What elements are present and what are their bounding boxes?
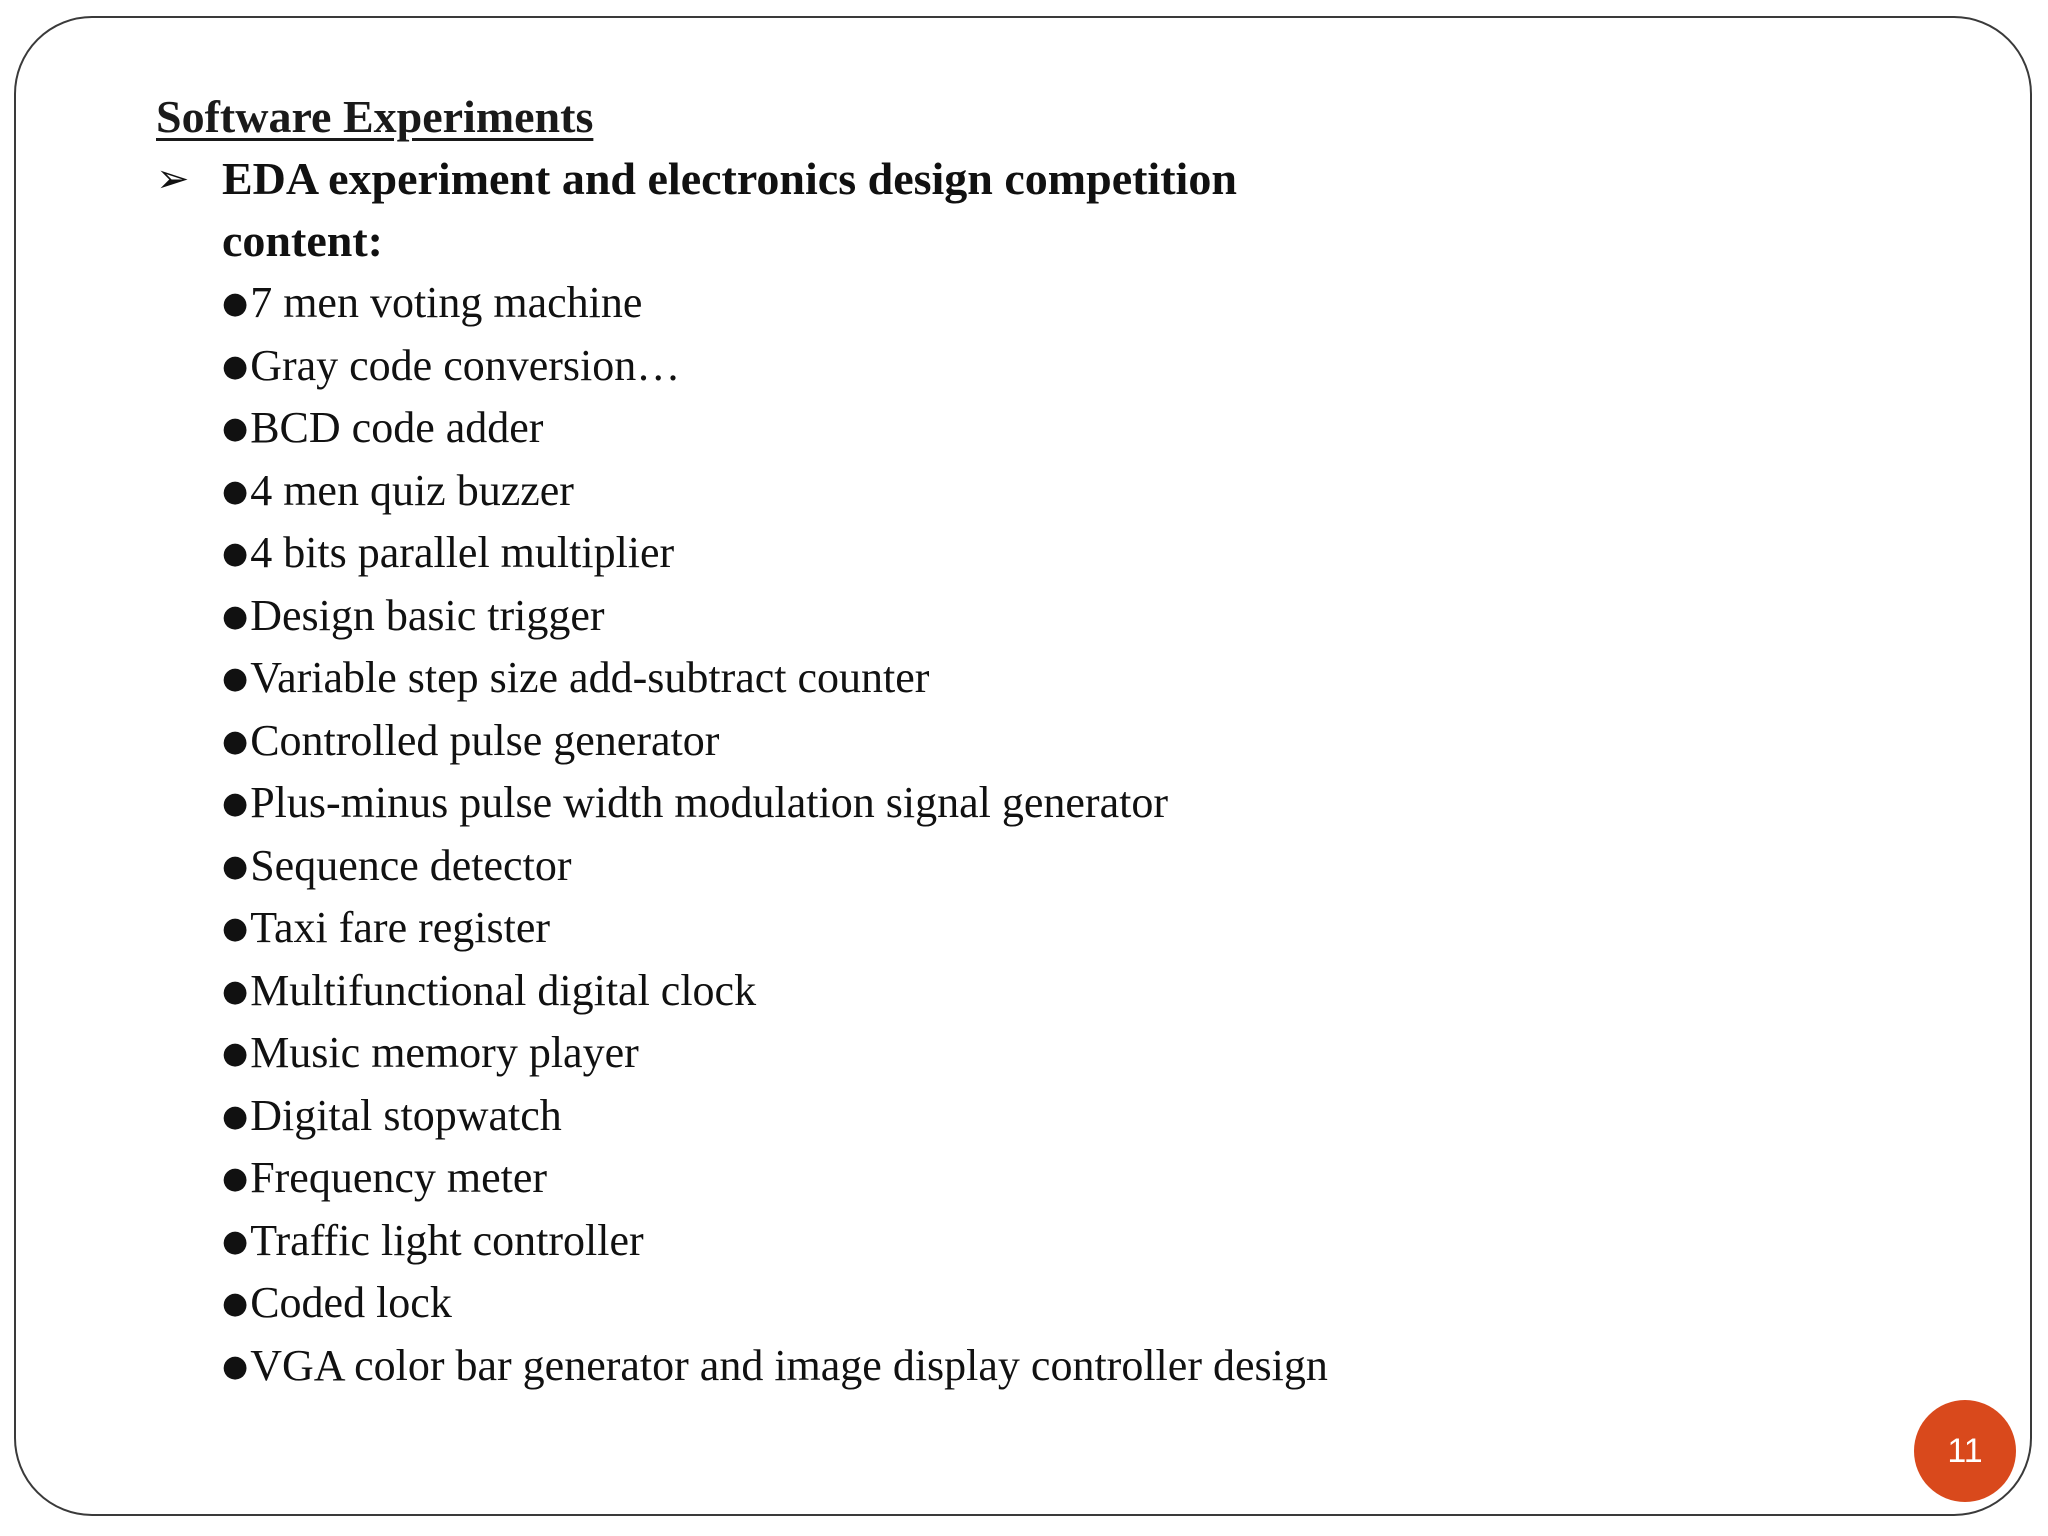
bullet-dot-icon: ● <box>222 536 249 571</box>
list-item-text: Digital stopwatch <box>250 1090 562 1140</box>
list-item-text: Coded lock <box>250 1278 452 1327</box>
bullet-dot-icon: ● <box>222 1036 249 1071</box>
list-item-text: Controlled pulse generator <box>250 715 720 765</box>
bullet-dot-icon: ● <box>222 348 249 384</box>
list-item <box>222 460 1916 523</box>
list-item <box>222 960 1916 1023</box>
bullet-dot-icon: ● <box>222 848 249 884</box>
list-item <box>222 897 1916 960</box>
list-item-text: 4 bits parallel multiplier <box>250 528 675 577</box>
list-item-text: Multifunctional digital clock <box>250 965 757 1015</box>
list-item <box>222 1147 1916 1210</box>
list-item <box>222 397 1916 460</box>
list-item <box>222 710 1916 773</box>
list-item-text: Gray code conversion… <box>250 340 681 390</box>
list-item <box>222 522 1916 585</box>
list-item <box>222 1272 1916 1335</box>
list-item <box>222 772 1916 835</box>
list-item-text: VGA color bar generator and image display controller design <box>250 1340 1328 1390</box>
heading-text: EDA experiment and electronics design competition content: <box>222 153 1237 266</box>
list-item-text: 7 men voting machine <box>250 278 643 327</box>
list-item-text: Taxi fare register <box>250 903 551 952</box>
bullet-dot-icon: ● <box>222 723 249 759</box>
experiment-list <box>222 272 1916 1397</box>
list-item <box>222 1335 1916 1398</box>
list-item <box>222 835 1916 898</box>
heading-row <box>156 148 1916 272</box>
list-item-text: Variable step size add-subtract counter <box>250 653 930 702</box>
list-item <box>222 647 1916 710</box>
bullet-dot-icon: ● <box>222 1223 249 1259</box>
bullet-dot-icon: ● <box>222 1286 249 1321</box>
list-item <box>222 585 1916 648</box>
list-item-text: Frequency meter <box>250 1153 548 1202</box>
bullet-dot-icon: ● <box>222 1098 249 1134</box>
bullet-dot-icon: ● <box>222 786 249 821</box>
list-item-text: Sequence detector <box>250 840 572 890</box>
bullet-dot-icon: ● <box>222 473 249 509</box>
list-item-text: BCD code adder <box>250 403 544 452</box>
slide-content <box>156 86 1916 1397</box>
list-item-text: Design basic trigger <box>250 590 605 640</box>
bullet-dot-icon: ● <box>222 911 249 946</box>
list-item <box>222 1022 1916 1085</box>
bullet-dot-icon: ● <box>222 598 249 634</box>
list-item-text: Music memory player <box>250 1028 639 1077</box>
list-item-text: Traffic light controller <box>250 1215 644 1265</box>
list-item-text: Plus-minus pulse width modulation signal generator <box>250 778 1168 827</box>
section-title: Software Experiments <box>156 91 594 142</box>
page-number-badge: 11 <box>1914 1400 2016 1502</box>
bullet-dot-icon: ● <box>222 286 249 321</box>
bullet-dot-icon: ● <box>222 661 249 696</box>
list-item <box>222 335 1916 398</box>
arrow-bullet-icon: ➢ <box>156 156 190 202</box>
bullet-dot-icon: ● <box>222 1348 249 1384</box>
list-item <box>222 1085 1916 1148</box>
list-item-text: 4 men quiz buzzer <box>250 465 574 515</box>
bullet-dot-icon: ● <box>222 411 249 446</box>
bullet-dot-icon: ● <box>222 973 249 1009</box>
bullet-dot-icon: ● <box>222 1161 249 1196</box>
list-item <box>222 1210 1916 1273</box>
list-item <box>222 272 1916 335</box>
